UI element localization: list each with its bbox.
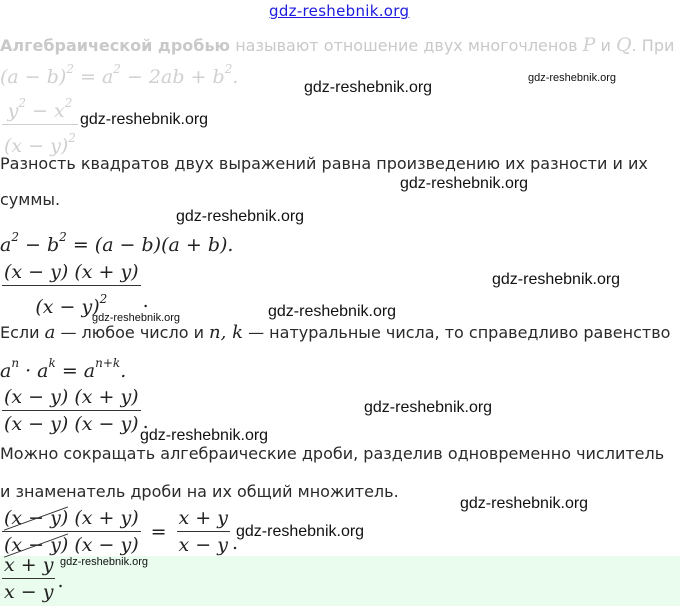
symbol-q: Q <box>616 34 632 56</box>
equals-sign: = <box>150 520 167 543</box>
definition-line <box>0 34 674 56</box>
definition-term: Алгебраической дробью <box>0 36 231 55</box>
exponent: 2 <box>113 62 121 76</box>
square-rhs-2: − 2ab + b <box>120 66 225 88</box>
symbol-p: P <box>582 34 596 56</box>
diff-squares-text-2: суммы. <box>0 190 61 209</box>
reduce-text-1: Можно сокращать алгебраические дроби, разделив одновременно числитель <box>0 444 665 463</box>
watermark: gdz-reshebnik.org <box>60 556 149 568</box>
fraction-2 <box>2 259 149 320</box>
cancelled-factor: (x − y) <box>4 534 69 556</box>
watermark: gdz-reshebnik.org <box>304 79 433 96</box>
diff-squares-formula: $a^2 - b^2 = (a - b)(a + b)$. <box>0 230 234 256</box>
fraction-2-numerator: (x − y) (x + y) <box>4 261 139 283</box>
fraction-3 <box>2 384 149 437</box>
fraction-5-denominator: x − y <box>178 534 228 556</box>
watermark: gdz-reshebnik.org <box>364 399 493 416</box>
reduce-text-2: и знаменатель дроби на их общий множитель. <box>0 482 399 501</box>
fraction-6-numerator: x + y <box>4 554 54 576</box>
fraction-4-numerator: (x − y) (x + y) <box>4 507 139 529</box>
fraction-5-numerator: x + y <box>178 507 228 529</box>
square-rhs: = a <box>73 66 114 88</box>
cancelled-factor: (x − y) <box>4 507 69 529</box>
period: . <box>142 410 149 433</box>
watermark: gdz-reshebnik.org <box>236 523 365 540</box>
fraction-1 <box>2 90 78 159</box>
definition-text: называют отношение двух многочленов <box>230 36 583 55</box>
period: . <box>231 531 239 554</box>
period: . <box>142 289 149 312</box>
fraction-4 <box>2 505 238 558</box>
watermark: gdz-reshebnik.org <box>80 111 209 128</box>
definition-and: и <box>595 36 617 55</box>
watermark: gdz-reshebnik.org <box>268 303 397 320</box>
watermark: gdz-reshebnik.org <box>460 495 589 512</box>
symbol-a: a <box>44 322 56 343</box>
watermark: gdz-reshebnik.org <box>176 208 305 225</box>
power-formula: $a^n \cdot a^k = a^{n+k}$. <box>0 356 127 382</box>
fraction-3-numerator: (x − y) (x + y) <box>4 386 139 408</box>
site-link[interactable]: gdz-reshebnik.org <box>269 2 410 20</box>
watermark: gdz-reshebnik.org <box>92 312 181 324</box>
fraction-3-denominator: (x − y) (x − y) <box>4 413 139 435</box>
symbol-nk: n, k <box>209 322 243 343</box>
period: . <box>57 569 64 592</box>
square-formula <box>0 62 238 88</box>
exponent: 2 <box>224 62 233 76</box>
fraction-6 <box>2 552 64 605</box>
fraction-1-numerator: $y^2 - x^2$ <box>7 96 73 122</box>
diff-squares-text-1: Разность квадратов двух выражений равна произведению их разности и их <box>0 154 648 173</box>
fraction-1-denominator: $(x - y)^2$ <box>4 131 76 157</box>
watermark: gdz-reshebnik.org <box>400 175 529 192</box>
watermark: gdz-reshebnik.org <box>528 72 617 84</box>
square-end: . <box>232 66 239 88</box>
fraction-4-denominator: (x − y) (x − y) <box>4 534 139 556</box>
watermark: gdz-reshebnik.org <box>492 271 621 288</box>
exponent: 2 <box>66 62 74 76</box>
watermark: gdz-reshebnik.org <box>140 427 269 444</box>
fraction-6-denominator: x − y <box>4 581 54 603</box>
square-lhs: (a − b) <box>0 66 67 88</box>
power-rule-text: Если a — любое число и n, k — натуральные числа, то справедливо равенство <box>0 322 671 343</box>
definition-tail: . При <box>631 36 675 55</box>
fraction-2-denominator: $(x - y)^2$ <box>35 292 108 318</box>
